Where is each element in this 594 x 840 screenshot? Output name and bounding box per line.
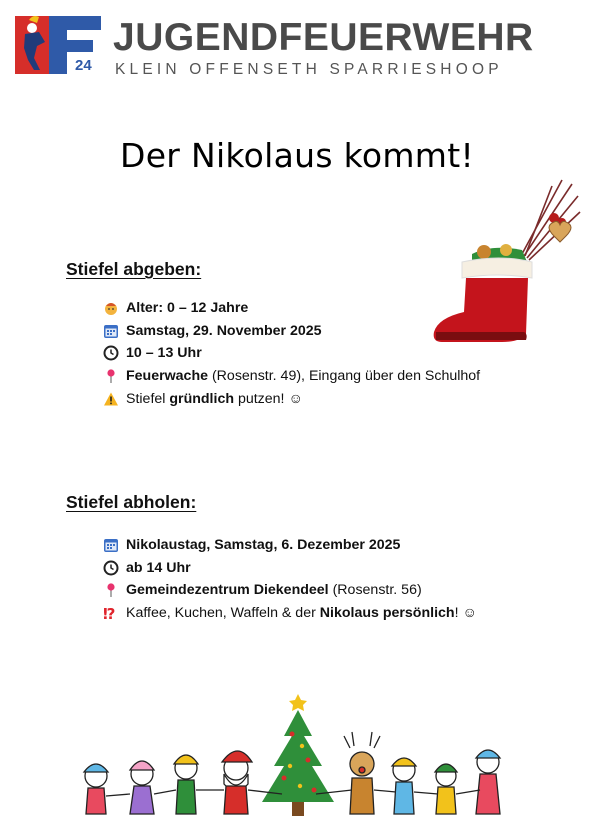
svg-text:⁉: ⁉ [103,605,116,622]
clock-icon [103,345,119,361]
list-item: Feuerwache (Rosenstr. 49), Eingang über den Schulhof [103,365,480,388]
clock-icon [103,560,119,576]
calendar-icon [103,537,119,553]
kid-4 [392,758,416,814]
pin-icon [103,368,119,384]
reindeer-figure [344,732,380,814]
dropoff-section-title: Stiefel abgeben: [66,259,202,279]
pickup-list [103,534,477,624]
warning-icon [103,391,119,407]
interrobang-icon [103,605,119,621]
header [15,12,575,82]
kid-3 [174,755,198,814]
list-item: Samstag, 29. November 2025 [103,320,480,343]
list-item: Stiefel gründlich putzen! ☺ [103,387,480,410]
dropoff-list [103,297,480,410]
list-item: ab 14 Uhr [103,557,477,580]
list-item: Alter: 0 – 12 Jahre [103,297,480,320]
christmas-kids-illustration [70,690,520,830]
logo-number: 24 [75,57,92,74]
jugendfeuerwehr-logo [15,12,103,78]
calendar-icon [103,323,119,339]
child-face-icon [103,300,119,316]
santa-figure [222,751,252,814]
list-item: Gemeindezentrum Diekendeel (Rosenstr. 56) [103,579,477,602]
page-title: Der Nikolaus kommt! [119,136,475,175]
kid-1 [84,764,108,814]
kid-2 [130,761,154,814]
list-item: ⁉ Kaffee, Kuchen, Waffeln & der Nikolaus persönlich ! ☺ [103,605,477,622]
kid-5 [435,764,457,814]
brand-subtitle: KLEIN OFFENSETH SPARRIESHOOP [115,61,503,78]
pin-icon [103,582,119,598]
christmas-tree-icon [262,694,334,816]
list-item: 10 – 13 Uhr [103,342,480,365]
kid-6 [476,750,500,814]
brand-title: JUGENDFEUERWEHR [113,16,534,59]
pickup-section-title: Stiefel abholen: [66,492,197,512]
list-item: Nikolaustag, Samstag, 6. Dezember 2025 [103,534,477,557]
